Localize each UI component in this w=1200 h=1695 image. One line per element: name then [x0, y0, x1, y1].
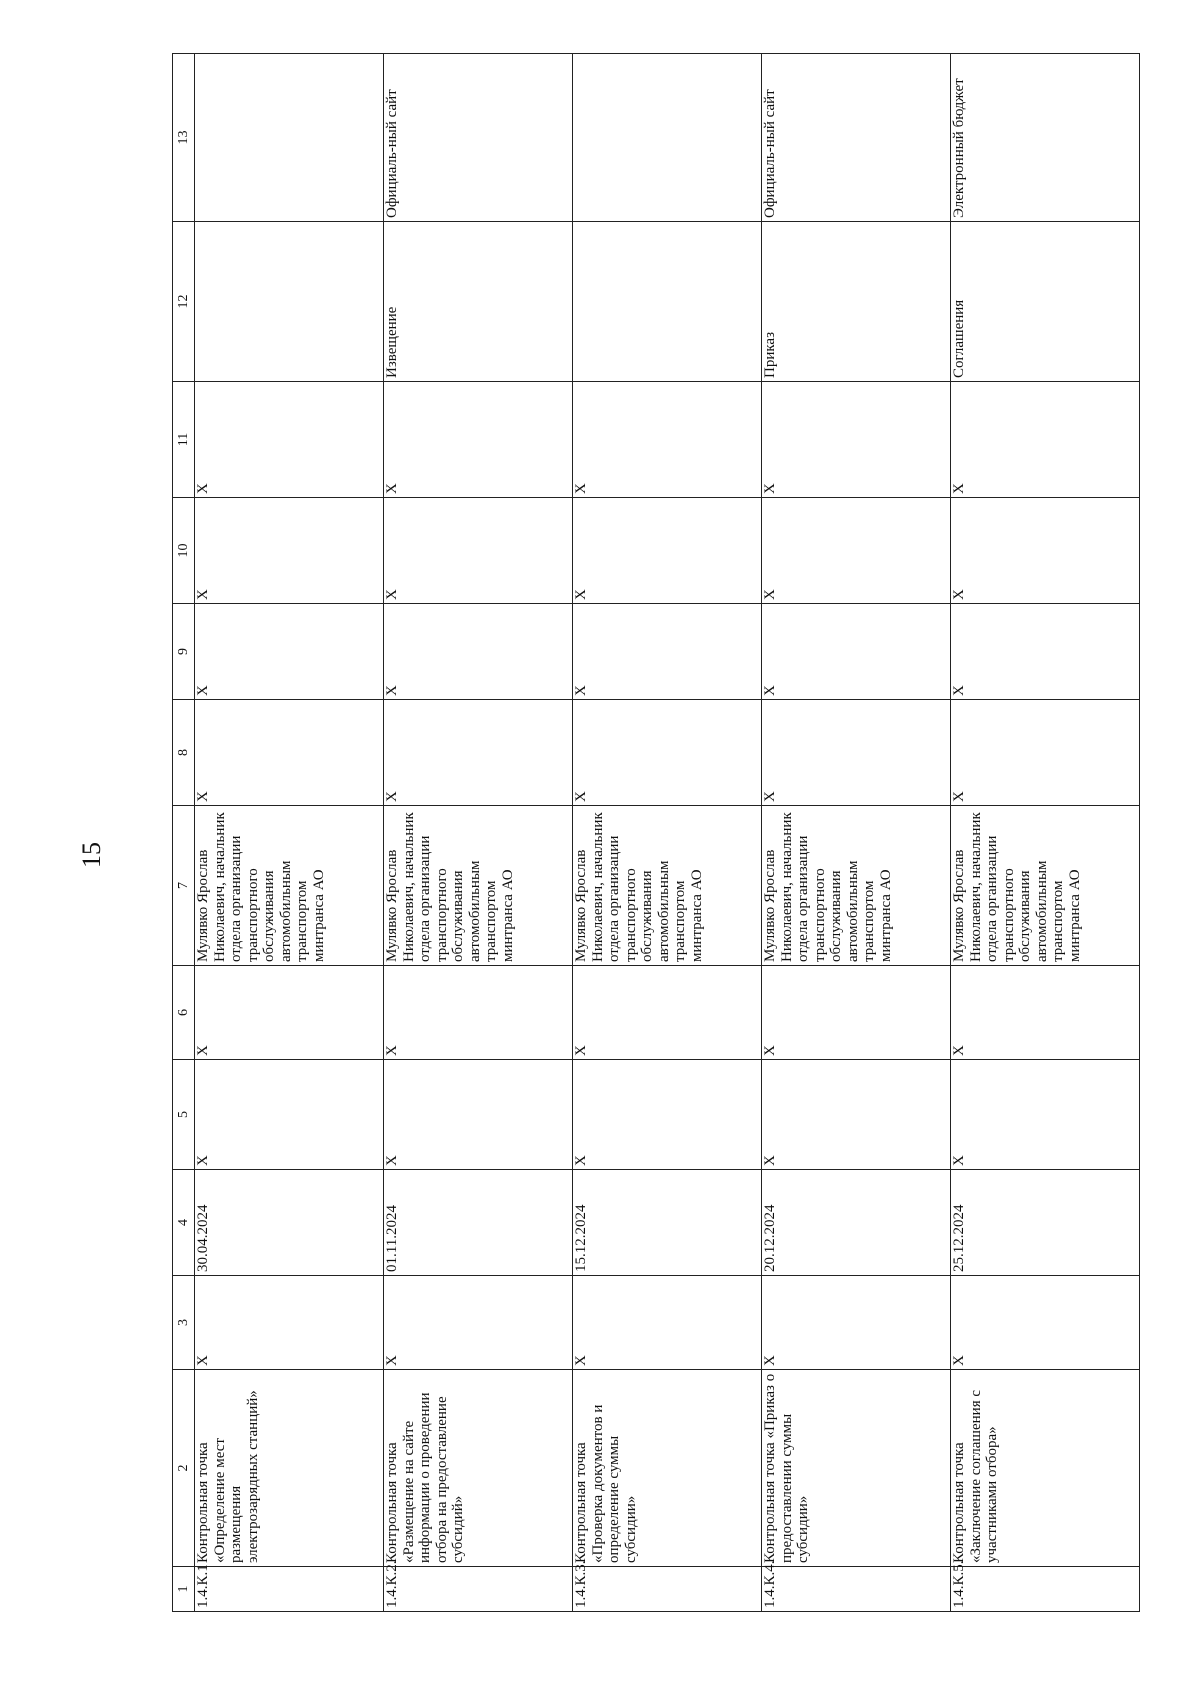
row-id: 1.4.К.4.	[762, 1567, 951, 1612]
cell-col8: Х	[573, 700, 762, 806]
date-cell: 30.04.2024	[195, 1170, 384, 1276]
cell-col3: Х	[951, 1276, 1140, 1370]
rotated-table-container	[172, 55, 1083, 1612]
system-cell	[195, 54, 384, 222]
cell-col8: Х	[762, 700, 951, 806]
cell-col10: Х	[195, 498, 384, 604]
document-cell: Приказ	[762, 222, 951, 382]
date-cell: 15.12.2024	[573, 1170, 762, 1276]
system-cell: Официаль-ный сайт	[384, 54, 573, 222]
cell-col10: Х	[951, 498, 1140, 604]
system-cell: Официаль-ный сайт	[762, 54, 951, 222]
header-cell: 4	[173, 1170, 195, 1276]
cell-col11: Х	[573, 382, 762, 498]
header-cell: 5	[173, 1060, 195, 1170]
header-cell: 2	[173, 1370, 195, 1567]
row-id: 1.4.К.3.	[573, 1567, 762, 1612]
date-cell: 25.12.2024	[951, 1170, 1140, 1276]
header-cell: 3	[173, 1276, 195, 1370]
responsible-cell: Мулявко Ярослав Николаевич, начальник отдела организации транспортного обслуживания автомобильным транспортом минтранса АО	[951, 806, 1140, 966]
system-cell	[573, 54, 762, 222]
table-row	[951, 54, 1140, 1612]
date-cell: 20.12.2024	[762, 1170, 951, 1276]
cell-col5: Х	[384, 1060, 573, 1170]
control-point-name: Контрольная точка «Заключение соглашения с участниками отбора»	[951, 1370, 1140, 1567]
cell-col10: Х	[384, 498, 573, 604]
header-cell: 6	[173, 966, 195, 1060]
cell-col10: Х	[762, 498, 951, 604]
responsible-cell: Мулявко Ярослав Николаевич, начальник отдела организации транспортного обслуживания автомобильным транспортом минтранса АО	[762, 806, 951, 966]
cell-col9: Х	[951, 604, 1140, 700]
document-cell: Соглашения	[951, 222, 1140, 382]
cell-col5: Х	[951, 1060, 1140, 1170]
header-cell: 1	[173, 1567, 195, 1612]
control-point-name: Контрольная точка «Проверка документов и определение суммы субсидии»	[573, 1370, 762, 1567]
responsible-cell: Мулявко Ярослав Николаевич, начальник отдела организации транспортного обслуживания автомобильным транспортом минтранса АО	[195, 806, 384, 966]
row-id: 1.4.К.1	[195, 1567, 384, 1612]
header-cell: 13	[173, 54, 195, 222]
cell-col5: Х	[762, 1060, 951, 1170]
cell-col6: Х	[573, 966, 762, 1060]
table-row	[573, 54, 762, 1612]
cell-col10: Х	[573, 498, 762, 604]
date-cell: 01.11.2024	[384, 1170, 573, 1276]
header-cell: 11	[173, 382, 195, 498]
cell-col5: Х	[573, 1060, 762, 1170]
system-cell: Электронный бюджет	[951, 54, 1140, 222]
cell-col3: Х	[384, 1276, 573, 1370]
cell-col9: Х	[573, 604, 762, 700]
cell-col11: Х	[195, 382, 384, 498]
header-cell: 10	[173, 498, 195, 604]
cell-col8: Х	[195, 700, 384, 806]
cell-col3: Х	[762, 1276, 951, 1370]
row-id: 1.4.К.2.	[384, 1567, 573, 1612]
cell-col11: Х	[762, 382, 951, 498]
document-cell	[195, 222, 384, 382]
control-point-name: Контрольная точка «Определение мест размещения электрозарядных станций»	[195, 1370, 384, 1567]
control-point-name: Контрольная точка «Размещение на сайте информации о проведении отбора на предоставление субсидий»	[384, 1370, 573, 1567]
control-points-table	[172, 53, 1140, 1612]
row-id: 1.4.К.5.	[951, 1567, 1140, 1612]
table-row	[762, 54, 951, 1612]
document-cell: Извещение	[384, 222, 573, 382]
cell-col6: Х	[951, 966, 1140, 1060]
cell-col8: Х	[384, 700, 573, 806]
cell-col11: Х	[384, 382, 573, 498]
cell-col3: Х	[573, 1276, 762, 1370]
header-cell: 8	[173, 700, 195, 806]
page-number: 15	[77, 842, 106, 868]
cell-col9: Х	[195, 604, 384, 700]
header-row	[173, 54, 195, 1612]
responsible-cell: Мулявко Ярослав Николаевич, начальник отдела организации транспортного обслуживания автомобильным транспортом минтранса АО	[384, 806, 573, 966]
header-cell: 7	[173, 806, 195, 966]
table-row	[384, 54, 573, 1612]
control-point-name: Контрольная точка «Приказ о предоставлении суммы субсидии»	[762, 1370, 951, 1567]
cell-col11: Х	[951, 382, 1140, 498]
header-cell: 9	[173, 604, 195, 700]
cell-col6: Х	[384, 966, 573, 1060]
cell-col8: Х	[951, 700, 1140, 806]
cell-col6: Х	[195, 966, 384, 1060]
cell-col9: Х	[762, 604, 951, 700]
cell-col3: Х	[195, 1276, 384, 1370]
document-cell	[573, 222, 762, 382]
cell-col6: Х	[762, 966, 951, 1060]
header-cell: 12	[173, 222, 195, 382]
cell-col5: Х	[195, 1060, 384, 1170]
cell-col9: Х	[384, 604, 573, 700]
responsible-cell: Мулявко Ярослав Николаевич, начальник отдела организации транспортного обслуживания автомобильным транспортом минтранса АО	[573, 806, 762, 966]
table-row	[195, 54, 384, 1612]
